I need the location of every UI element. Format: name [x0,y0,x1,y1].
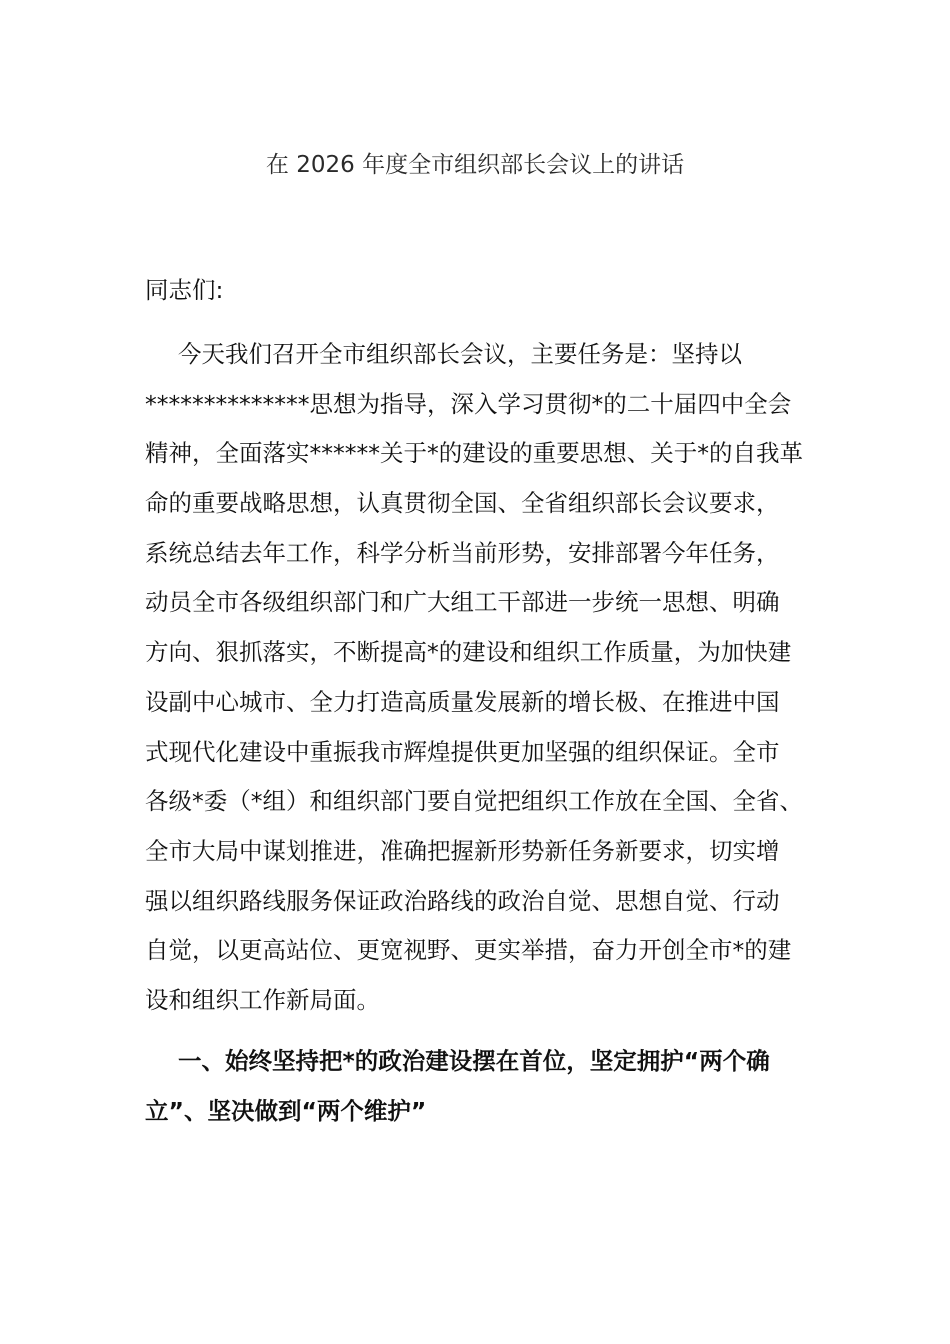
paragraph-line: 强以组织路线服务保证政治路线的政治自觉、思想自觉、行动 [145,886,780,915]
paragraph-line: 式现代化建设中重振我市辉煌提供更加坚强的组织保证。全市 [145,737,780,766]
paragraph-line: 全市大局中谋划推进，准确把握新形势新任务新要求，切实增 [145,836,780,865]
paragraph-line: 设副中心城市、全力打造高质量发展新的增长极、在推进中国 [145,687,780,716]
salutation: 同志们: [145,276,224,304]
paragraph-line: 设和组织工作新局面。 [145,985,380,1014]
section-heading [145,1036,825,1136]
paragraph-line: 精神，全面落实******关于*的建设的重要思想、关于*的自我革 [145,439,803,468]
intro-paragraph [145,330,825,1026]
paragraph-line: **************思想为指导，深入学习贯彻*的二十届四中全会 [145,389,792,418]
paragraph-line: 自觉，以更高站位、更宽视野、更实举措，奋力开创全市*的建 [145,936,792,965]
section-heading-line: 立”、坚决做到“两个维护” [145,1097,427,1125]
paragraph-line: 系统总结去年工作，科学分析当前形势，安排部署今年任务， [145,538,780,567]
paragraph-line: 今天我们召开全市组织部长会议，主要任务是：坚持以 [178,340,742,368]
paragraph-line: 动员全市各级组织部门和广大组工干部进一步统一思想、明确 [145,588,780,617]
paragraph-line: 命的重要战略思想，认真贯彻全国、全省组织部长会议要求， [145,489,780,518]
paragraph-line: 各级*委（*组）和组织部门要自觉把组织工作放在全国、全省、 [145,787,803,816]
document-title: 在 2026 年度全市组织部长会议上的讲话 [265,152,685,178]
section-heading-line: 一、始终坚持把*的政治建设摆在首位，坚定拥护“两个确 [178,1047,770,1075]
paragraph-line: 方向、狠抓落实，不断提高*的建设和组织工作质量，为加快建 [145,638,792,667]
